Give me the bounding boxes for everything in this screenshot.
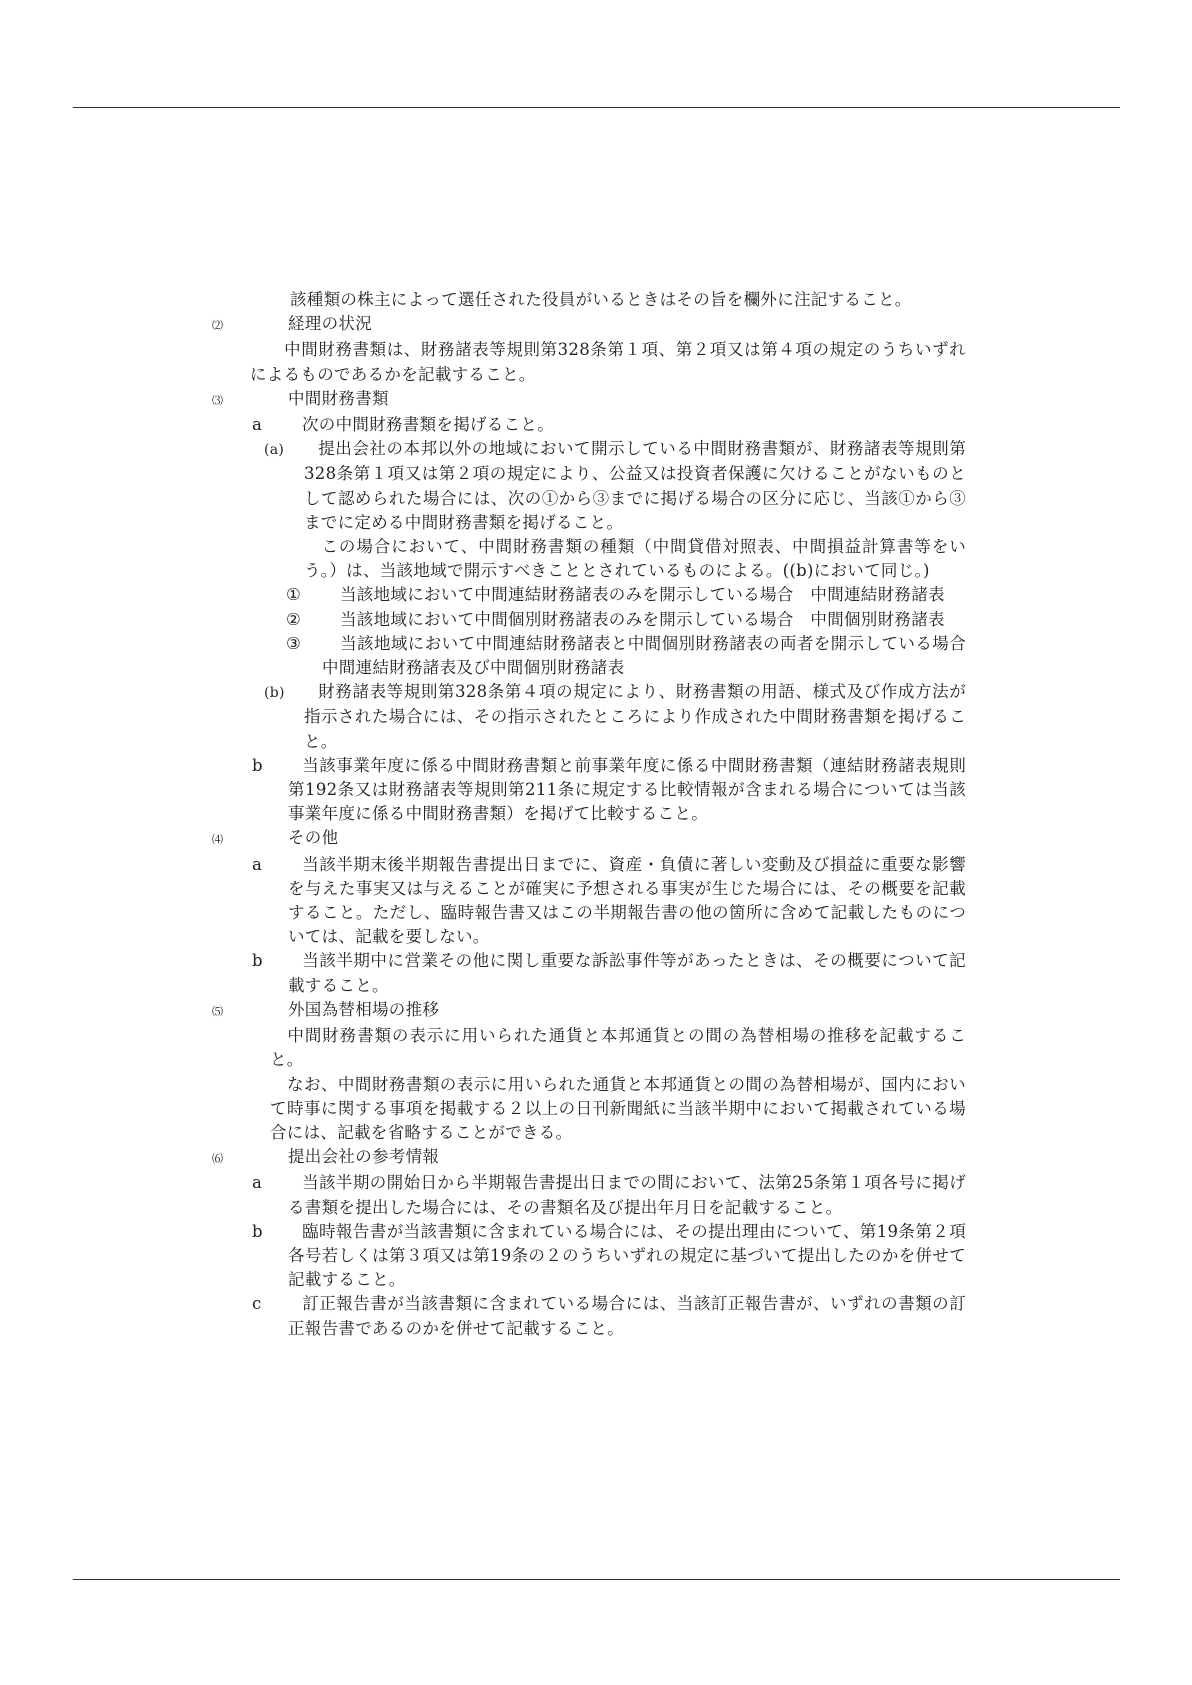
item-26-b: b 臨時報告書が当該書類に含まれている場合には、その提出理由について、第19条第２項各号若しくは第３項又は第19条の２のうちいずれの規定に基づいて提出したのかを併せて記載すること。	[252, 1221, 966, 1290]
item-23-circle-3: ③ 当該地域において中間連結財務諸表と中間個別財務諸表の両者を開示している場合 中間連結財務諸表及び中間個別財務諸表	[286, 633, 983, 678]
item-22-body: 中間財務書類は、財務諸表等規則第328条第１項、第２項又は第４項の規定のうちいずれによるものであるかを記載すること。	[250, 340, 966, 384]
item-23-circle-1: ① 当該地域において中間連結財務諸表のみを開示している場合 中間連結財務諸表	[250, 583, 966, 607]
item-number: ⑸	[212, 1004, 224, 1018]
item-24-b: b 当該半期中に営業その他に関し重要な訴訟事件等があったときは、その概要について記載すること。	[252, 951, 966, 995]
sub-marker: b	[252, 755, 263, 775]
item-number: ⑷	[212, 833, 224, 847]
item-number: ⑶	[212, 393, 224, 407]
item-25-heading: ⑸ 外国為替相場の推移	[250, 998, 966, 1024]
footer-rule	[73, 1579, 1120, 1580]
item-24-heading: ⑷ その他	[250, 826, 966, 852]
item-23-a-b: (b) 財務諸表等規則第328条第４項の規定により、財務書類の用語、様式及び作成方法が指示された場合には、その指示されたところにより作成された中間財務書類を掲げること。	[264, 682, 966, 751]
sub-marker: (a)	[264, 442, 285, 459]
item-23-b: b 当該事業年度に係る中間財務書類と前事業年度に係る中間財務書類（連結財務諸表規則第192条又は財務諸表等規則第211条に規定する比較情報が含まれる場合については当該事業年度に係る中間財務書類）を掲げて比較すること。	[252, 755, 966, 824]
sub-marker: a	[252, 415, 263, 435]
sub-marker: (b)	[264, 685, 285, 702]
item-23-a: a 次の中間財務書類を掲げること。	[250, 413, 966, 437]
para-continuation: 該種類の株主によって選任された役員がいるときはその旨を欄外に注記すること。	[290, 290, 912, 309]
item-25-body-1: 中間財務書類の表示に用いられた通貨と本邦通貨との間の為替相場の推移を記載すること。	[270, 1026, 966, 1070]
item-26-heading: ⑹ 提出会社の参考情報	[250, 1145, 966, 1171]
circled-number: ③	[286, 633, 302, 653]
sub-marker: c	[252, 1294, 262, 1314]
sub-marker: b	[252, 951, 263, 971]
item-26-a: a 当該半期の開始日から半期報告書提出日までの間において、法第25条第１項各号に掲げる書類を提出した場合には、その書類名及び提出年月日を記載すること。	[252, 1173, 966, 1217]
circled-number: ②	[286, 609, 302, 629]
sub-marker: b	[252, 1221, 263, 1241]
item-number: ⑵	[212, 319, 224, 333]
item-22-heading: ⑵ 経理の状況	[250, 312, 966, 338]
item-number: ⑹	[212, 1152, 224, 1166]
item-23-a-a: (a) 提出会社の本邦以外の地域において開示している中間財務書類が、財務諸表等規則第328条第１項又は第２項の規定により、公益又は投資者保護に欠けることがないものとして認められた場合には、次の①から③までに掲げる場合の区分に応じ、当該①から③までに定める中間財務書類を掲げること。	[264, 439, 966, 532]
item-25-body-2: なお、中間財務書類の表示に用いられた通貨と本邦通貨との間の為替相場が、国内において時事に関する事項を掲載する２以上の日刊新聞紙に当該半期中において掲載されている場合には、記載を省略することができる。	[270, 1074, 966, 1142]
item-24-a: a 当該半期末後半期報告書提出日までに、資産・負債に著しい変動及び損益に重要な影響を与えた事実又は与えることが確実に予想される事実が生じた場合には、その概要を記載すること。ただし、臨時報告書又はこの半期報告書の他の箇所に含めて記載したものについては、記載を要しない。	[252, 854, 966, 947]
item-26-c: c 訂正報告書が当該書類に含まれている場合には、当該訂正報告書が、いずれの書類の訂正報告書であるのかを併せて記載すること。	[252, 1294, 966, 1338]
item-23-circle-2: ② 当該地域において中間個別財務諸表のみを開示している場合 中間個別財務諸表	[250, 608, 966, 632]
sub-marker: a	[252, 1173, 263, 1193]
header-rule	[73, 107, 1120, 108]
document-body	[212, 288, 983, 1341]
circled-number: ①	[286, 585, 302, 605]
sub-marker: a	[252, 854, 263, 874]
item-23-heading: ⑶ 中間財務書類	[250, 387, 966, 413]
item-23-a-a-note: この場合において、中間財務書類の種類（中間貸借対照表、中間損益計算書等をいう。）は、当該地域で開示すべきこととされているものによる。((b)において同じ。)	[304, 537, 966, 581]
